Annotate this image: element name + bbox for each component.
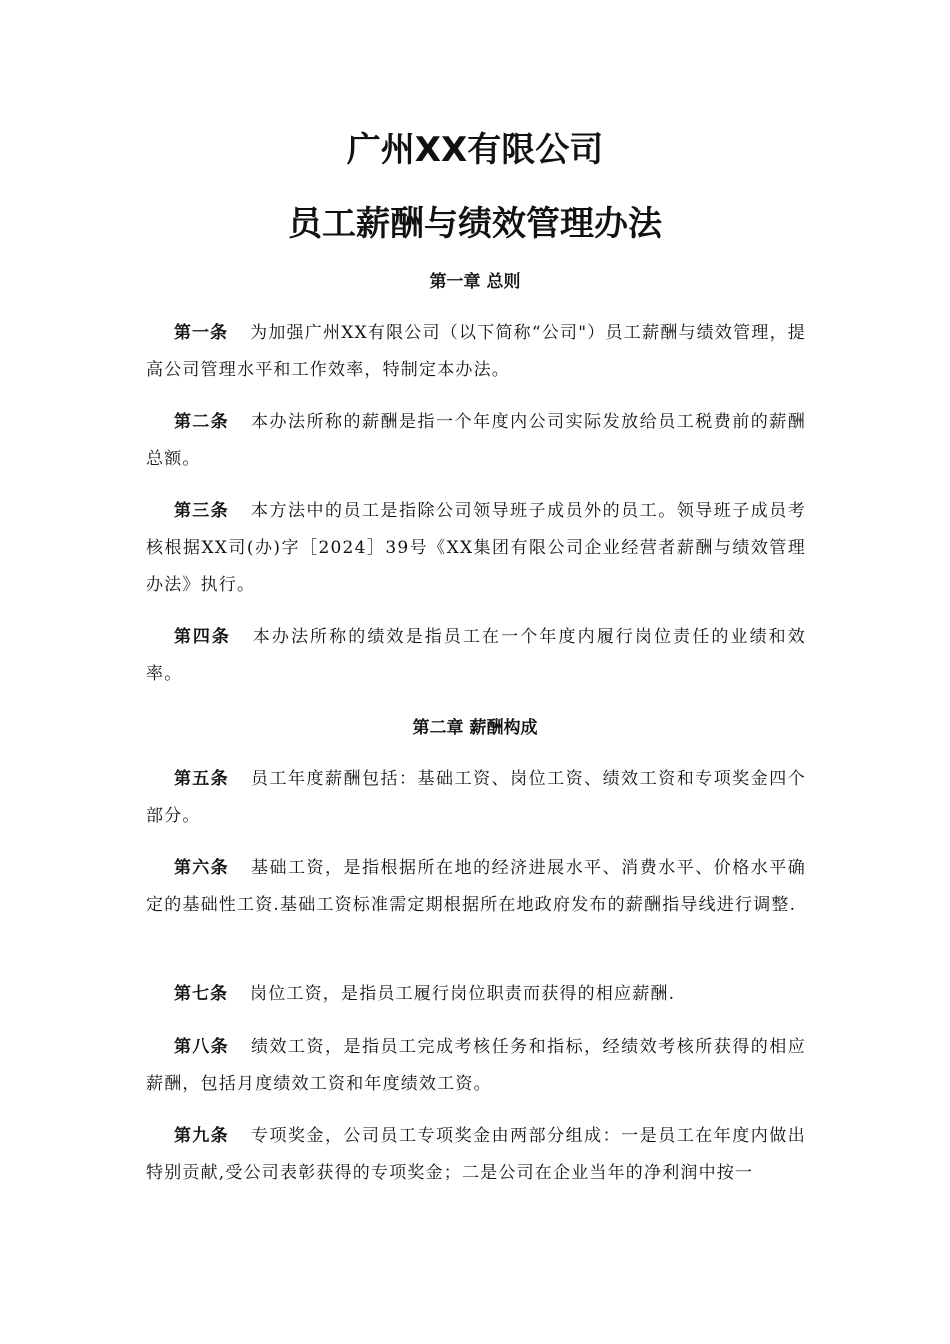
article-8 <box>146 1029 806 1103</box>
document-title-company: 广州XX有限公司 <box>346 130 604 170</box>
article-7 <box>146 976 806 1013</box>
article-label: 第七条 <box>174 984 228 1004</box>
article-label: 第五条 <box>174 769 229 789</box>
article-label: 第九条 <box>174 1126 229 1146</box>
article-text: 绩效工资，是指员工完成考核任务和指标，经绩效考核所获得的相应薪酬，包括月度绩效工资和年度绩效工资。 <box>146 1037 806 1094</box>
article-text: 为加强广州XX有限公司（以下简称“公司"）员工薪酬与绩效管理，提高公司管理水平和工作效率，特制定本办法。 <box>146 323 807 380</box>
article-6 <box>146 850 806 924</box>
article-2 <box>146 404 806 478</box>
article-9 <box>146 1118 806 1192</box>
article-label: 第三条 <box>174 501 229 521</box>
article-1 <box>146 315 806 389</box>
article-text: 基础工资，是指根据所在地的经济进展水平、消费水平、价格水平确定的基础性工资.基础工资标准需定期根据所在地政府发布的薪酬指导线进行调整. <box>146 858 806 915</box>
article-label: 第二条 <box>174 412 229 432</box>
chapter-heading-2: 第二章 薪酬构成 <box>412 718 538 738</box>
article-label: 第六条 <box>174 858 229 878</box>
article-text: 岗位工资，是指员工履行岗位职责而获得的相应薪酬. <box>250 984 676 1004</box>
document-title-policy: 员工薪酬与绩效管理办法 <box>288 204 662 244</box>
article-text: 本办法所称的绩效是指员工在一个年度内履行岗位责任的业绩和效率。 <box>146 627 806 684</box>
article-3 <box>146 493 806 604</box>
article-text: 本办法所称的薪酬是指一个年度内公司实际发放给员工税费前的薪酬总额。 <box>146 412 806 469</box>
article-label: 第一条 <box>174 323 229 343</box>
chapter-heading-1: 第一章 总则 <box>429 272 521 292</box>
article-text: 本方法中的员工是指除公司领导班子成员外的员工。领导班子成员考核根据XX司(办)字［2024］39号《XX集团有限公司企业经营者薪酬与绩效管理办法》执行。 <box>146 501 806 595</box>
article-4 <box>146 619 806 693</box>
article-label: 第四条 <box>174 627 231 647</box>
article-label: 第八条 <box>174 1037 229 1057</box>
article-text: 员工年度薪酬包括：基础工资、岗位工资、绩效工资和专项奖金四个部分。 <box>146 769 806 826</box>
article-text: 专项奖金，公司员工专项奖金由两部分组成：一是员工在年度内做出特别贡献,受公司表彰获得的专项奖金；二是公司在企业当年的净利润中按一 <box>146 1126 806 1183</box>
article-5 <box>146 761 806 835</box>
